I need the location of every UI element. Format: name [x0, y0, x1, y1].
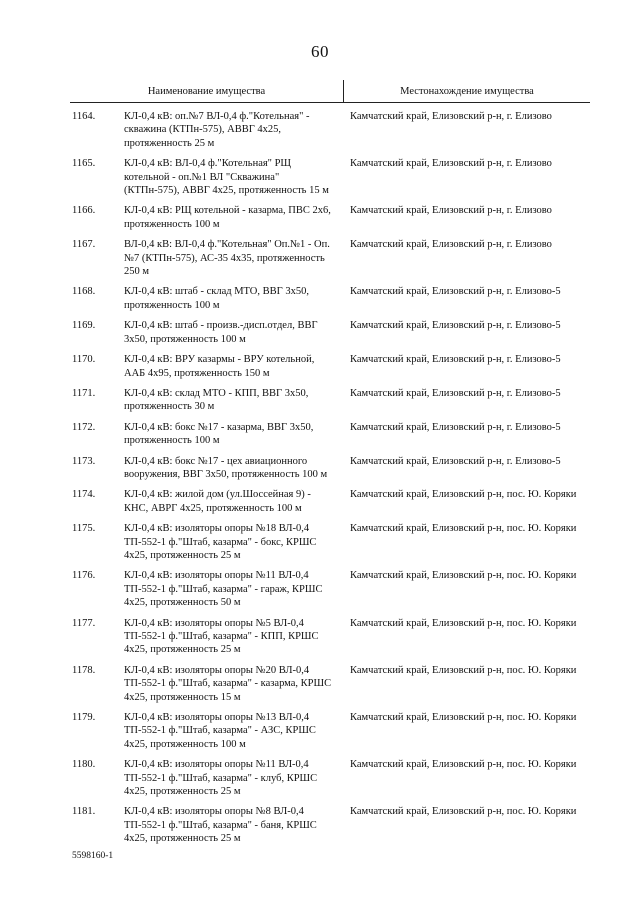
- property-location: Камчатский край, Елизовский р-н, г. Елизово-5: [350, 320, 561, 332]
- row-number: 1170.: [72, 354, 96, 366]
- property-location: Камчатский край, Елизовский р-н, г. Елизово: [350, 239, 552, 251]
- row-number: 1164.: [72, 111, 96, 122]
- property-location: Камчатский край, Елизовский р-н, пос. Ю. Коряки: [350, 806, 577, 818]
- property-location: Камчатский край, Елизовский р-н, пос. Ю. Коряки: [350, 489, 577, 501]
- property-location: Камчатский край, Елизовский р-н, пос. Ю. Коряки: [350, 712, 577, 724]
- row-number: 1176.: [72, 570, 96, 582]
- row-number: 1179.: [72, 712, 96, 724]
- property-name: КЛ-0,4 кВ: штаб - склад МТО, ВВГ 3х50, протяженность 100 м: [124, 286, 309, 311]
- property-name: КЛ-0,4 кВ: ВЛ-0,4 ф."Котельная" РЩ котельной - оп.№1 ВЛ "Скважина" (КТПн-575), АВВГ 4х25, протяженность 15 м: [124, 158, 329, 197]
- table-row: [0, 110, 640, 150]
- property-name: КЛ-0,4 кВ: изоляторы опоры №11 ВЛ-0,4 ТП-552-1 ф."Штаб, казарма" - гараж, КРШС 4х25, протяженность 50 м: [124, 570, 323, 609]
- table-row: [0, 758, 640, 798]
- property-name: ВЛ-0,4 кВ: ВЛ-0,4 ф."Котельная" Оп.№1 - Оп.№7 (КТПн-575), АС-35 4х35, протяженность 250 м: [124, 239, 330, 278]
- property-name: КЛ-0,4 кВ: изоляторы опоры №20 ВЛ-0,4 ТП-552-1 ф."Штаб, казарма" - казарма, КРШС 4х25, протяженность 15 м: [124, 664, 332, 703]
- property-name: КЛ-0,4 кВ: бокс №17 - казарма, ВВГ 3х50, протяженность 100 м: [124, 421, 314, 447]
- table-row: [0, 522, 640, 562]
- property-name: КЛ-0,4 кВ: изоляторы опоры №11 ВЛ-0,4 ТП-552-1 ф."Штаб, казарма" - клуб, КРШС 4х25, протяженность 25 м: [124, 759, 318, 798]
- table-row: [0, 664, 640, 704]
- property-name: КЛ-0,4 кВ: изоляторы опоры №18 ВЛ-0,4 ТП-552-1 ф."Штаб, казарма" - бокс, КРШС 4х25, протяженность 25 м: [124, 523, 317, 561]
- property-location: Камчатский край, Елизовский р-н, г. Елизово-5: [350, 421, 561, 433]
- property-location: Камчатский край, Елизовский р-н, г. Елизово-5: [350, 286, 561, 298]
- page-number: 60: [311, 42, 329, 61]
- row-number: 1174.: [72, 489, 96, 501]
- property-name: КЛ-0,4 кВ: штаб - произв.-дисп.отдел, ВВГ 3х50, протяженность 100 м: [124, 320, 318, 345]
- property-name: КЛ-0,4 кВ: изоляторы опоры №5 ВЛ-0,4 ТП-552-1 ф."Штаб, казарма" - КПП, КРШС 4х25, протяженность 25 м: [124, 617, 319, 656]
- property-name: КЛ-0,4 кВ: жилой дом (ул.Шоссейная 9) - КНС, АВРГ 4х25, протяженность 100 м: [124, 489, 311, 514]
- table-row: [0, 488, 640, 515]
- row-number: 1166.: [72, 205, 96, 217]
- table-row: [0, 711, 640, 751]
- table-row: [0, 285, 640, 312]
- property-location: Камчатский край, Елизовский р-н, г. Елизово-5: [350, 455, 561, 467]
- table-row: [0, 387, 640, 414]
- table-row: [0, 319, 640, 346]
- table-row: [0, 204, 640, 231]
- row-number: 1173.: [72, 455, 96, 467]
- property-location: Камчатский край, Елизовский р-н, г. Елизово: [350, 111, 552, 122]
- table-row: [0, 421, 640, 448]
- row-number: 1169.: [72, 320, 96, 332]
- table-header: [70, 80, 590, 103]
- property-location: Камчатский край, Елизовский р-н, г. Елизово-5: [350, 387, 561, 399]
- property-location: Камчатский край, Елизовский р-н, пос. Ю. Коряки: [350, 523, 577, 535]
- property-location: Камчатский край, Елизовский р-н, пос. Ю. Коряки: [350, 664, 577, 676]
- table-row: [0, 617, 640, 657]
- row-number: 1178.: [72, 664, 96, 676]
- row-number: 1175.: [72, 523, 96, 535]
- property-name: КЛ-0,4 кВ: оп.№7 ВЛ-0,4 ф."Котельная" - скважина (КТПн-575), АВВГ 4х25, протяженность 25 м: [124, 111, 310, 149]
- row-number: 1167.: [72, 239, 96, 251]
- document-code: 5598160-1: [72, 851, 114, 861]
- property-name: КЛ-0,4 кВ: склад МТО - КПП, ВВГ 3х50, протяженность 30 м: [124, 387, 309, 413]
- row-number: 1168.: [72, 286, 96, 298]
- row-number: 1171.: [72, 387, 96, 399]
- property-list: [0, 110, 640, 853]
- property-location: Камчатский край, Елизовский р-н, пос. Ю. Коряки: [350, 759, 577, 771]
- row-number: 1172.: [72, 421, 96, 433]
- property-location: Камчатский край, Елизовский р-н, г. Елизово: [350, 158, 552, 170]
- table-row: [0, 157, 640, 197]
- property-name: КЛ-0,4 кВ: ВРУ казармы - ВРУ котельной, ААБ 4х95, протяженность 150 м: [124, 354, 315, 379]
- property-location: Камчатский край, Елизовский р-н, г. Елизово-5: [350, 354, 561, 366]
- property-location: Камчатский край, Елизовский р-н, пос. Ю. Коряки: [350, 570, 577, 582]
- property-name: КЛ-0,4 кВ: РЩ котельной - казарма, ПВС 2х6, протяженность 100 м: [124, 205, 331, 230]
- row-number: 1165.: [72, 158, 96, 170]
- property-name: КЛ-0,4 кВ: бокс №17 - цех авиационного вооружения, ВВГ 3х50, протяженность 100 м: [124, 455, 328, 480]
- property-location: Камчатский край, Елизовский р-н, г. Елизово: [350, 205, 552, 217]
- row-number: 1177.: [72, 617, 96, 629]
- table-row: [0, 353, 640, 380]
- property-location: Камчатский край, Елизовский р-н, пос. Ю. Коряки: [350, 617, 577, 629]
- row-number: 1181.: [72, 806, 96, 818]
- table-row: [0, 455, 640, 482]
- table-row: [0, 569, 640, 609]
- table-row: [0, 805, 640, 845]
- column-header-location: Местонахождение имущества: [400, 86, 534, 97]
- table-row: [0, 238, 640, 278]
- column-header-name: Наименование имущества: [147, 86, 266, 97]
- row-number: 1180.: [72, 759, 96, 771]
- property-name: КЛ-0,4 кВ: изоляторы опоры №8 ВЛ-0,4 ТП-552-1 ф."Штаб, казарма" - баня, КРШС 4х25, протяженность 25 м: [124, 806, 317, 845]
- property-name: КЛ-0,4 кВ: изоляторы опоры №13 ВЛ-0,4 ТП-552-1 ф."Штаб, казарма" - АЗС, КРШС 4х25, протяженность 100 м: [124, 712, 316, 750]
